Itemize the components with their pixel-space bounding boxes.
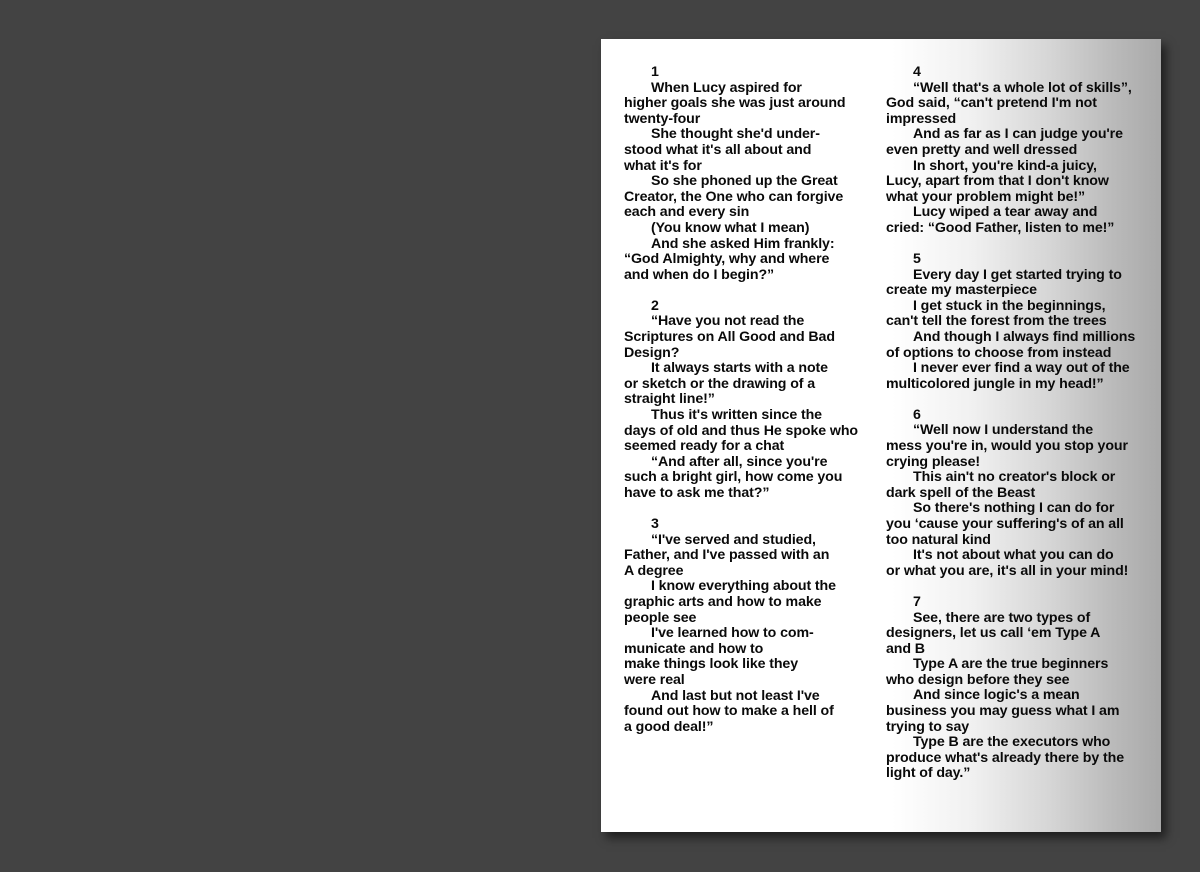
- verse-line: light of day.”: [886, 765, 971, 782]
- verse-line: business you may guess what I am: [886, 703, 1120, 720]
- stanza-1: [624, 65, 880, 283]
- verse-line: “And after all, since you're: [651, 453, 828, 470]
- verse-line: straight line!”: [624, 391, 715, 408]
- verse-line: multicolored jungle in my head!”: [886, 375, 1104, 392]
- verse-line: And though I always find millions: [913, 329, 1136, 345]
- verse-line: This ain't no creator's block or: [913, 469, 1116, 486]
- document-page: [601, 39, 1161, 832]
- verse-line: Lucy wiped a tear away and: [913, 204, 1098, 221]
- verse-line: higher goals she was just around: [624, 95, 846, 112]
- verse-line: what it's for: [624, 157, 702, 174]
- stanza-2: [624, 299, 880, 502]
- verse-line: When Lucy aspired for: [651, 79, 802, 96]
- verse-line: twenty-four: [624, 110, 701, 127]
- verse-line: and B: [886, 640, 925, 657]
- verse-line: So she phoned up the Great: [651, 173, 838, 190]
- verse-line: Creator, the One who can forgive: [624, 188, 844, 205]
- verse-line: “Have you not read the: [651, 313, 805, 330]
- verse-line: Thus it's written since the: [651, 406, 822, 423]
- verse-line: found out how to make a hell of: [624, 703, 834, 720]
- stanza-6: [886, 408, 1144, 580]
- verse-line: God said, “can't pretend I'm not: [886, 95, 1097, 112]
- verse-line: even pretty and well dressed: [886, 141, 1078, 158]
- verse-line: It always starts with a note: [651, 360, 828, 377]
- left-column: [624, 65, 880, 751]
- verse-line: Design?: [624, 344, 680, 361]
- verse-line: have to ask me that?”: [624, 484, 770, 501]
- verse-line: And as far as I can judge you're: [913, 126, 1123, 143]
- verse-line: mess you're in, would you stop your: [886, 438, 1128, 455]
- verse-line: I know everything about the: [651, 578, 836, 595]
- verse-line: create my masterpiece: [886, 282, 1037, 299]
- verse-line: Scriptures on All Good and Bad: [624, 329, 835, 345]
- verse-line: make things look like they: [624, 656, 799, 673]
- stanza-5: [886, 252, 1144, 392]
- verse-line: too natural kind: [886, 531, 991, 548]
- verse-line: crying please!: [886, 453, 981, 470]
- verse-line: municate and how to: [624, 640, 764, 657]
- verse-line: or what you are, it's all in your mind!: [886, 562, 1129, 579]
- verse-line: who design before they see: [886, 671, 1070, 688]
- verse-line: designers, let us call ‘em Type A: [886, 625, 1101, 642]
- verse-line: So there's nothing I can do for: [913, 500, 1115, 517]
- verse-line: I get stuck in the beginnings,: [913, 297, 1106, 314]
- verse-line: See, there are two types of: [913, 609, 1091, 626]
- verse-line: “God Almighty, why and where: [624, 251, 830, 268]
- verse-line: dark spell of the Beast: [886, 484, 1036, 501]
- verse-line: It's not about what you can do: [913, 547, 1114, 564]
- verse-line: what your problem might be!”: [886, 188, 1085, 205]
- verse-line: A degree: [624, 562, 684, 579]
- verse-line: I've learned how to com-: [651, 625, 814, 642]
- stanza-3: [624, 517, 880, 735]
- verse-line: trying to say: [886, 718, 970, 735]
- verse-line: I never ever find a way out of the: [913, 360, 1130, 377]
- verse-line: days of old and thus He spoke who: [624, 422, 858, 439]
- verse-line: each and every sin: [624, 204, 750, 221]
- verse-line: “I've served and studied,: [651, 531, 816, 548]
- verse-line: produce what's already there by the: [886, 749, 1124, 766]
- verse-line: can't tell the forest from the trees: [886, 313, 1107, 330]
- stanza-number: 3: [651, 516, 659, 533]
- stanza-number: 6: [913, 406, 921, 423]
- verse-line: Lucy, apart from that I don't know: [886, 173, 1109, 190]
- verse-line: such a bright girl, how come you: [624, 469, 843, 486]
- verse-line: and when do I begin?”: [624, 266, 775, 283]
- verse-line: Type A are the true beginners: [913, 656, 1109, 673]
- verse-line: of options to choose from instead: [886, 344, 1112, 361]
- right-column: [886, 65, 1144, 798]
- verse-line: seemed ready for a chat: [624, 438, 785, 455]
- verse-line: or sketch or the drawing of a: [624, 375, 816, 392]
- verse-line: And last but not least I've: [651, 687, 820, 704]
- verse-line: people see: [624, 609, 697, 626]
- verse-line: “Well now I understand the: [913, 422, 1094, 439]
- verse-line: “Well that's a whole lot of skills”,: [913, 79, 1132, 96]
- stanza-number: 5: [913, 251, 921, 268]
- verse-line: cried: “Good Father, listen to me!”: [886, 219, 1115, 236]
- verse-line: (You know what I mean): [651, 219, 810, 236]
- verse-line: Type B are the executors who: [913, 734, 1111, 751]
- verse-line: In short, you're kind-a juicy,: [913, 157, 1097, 174]
- stanza-number: 4: [913, 64, 921, 80]
- verse-line: a good deal!”: [624, 718, 714, 735]
- verse-line: She thought she'd under-: [651, 126, 820, 143]
- stanza-number: 1: [651, 64, 659, 80]
- verse-line: were real: [624, 671, 685, 688]
- verse-line: Father, and I've passed with an: [624, 547, 830, 564]
- verse-line: And since logic's a mean: [913, 687, 1080, 704]
- stanza-number: 7: [913, 593, 921, 610]
- stanza-7: [886, 595, 1144, 782]
- stanza-4: [886, 65, 1144, 237]
- verse-line: you ‘cause your suffering's of an all: [886, 516, 1124, 533]
- verse-line: graphic arts and how to make: [624, 594, 822, 610]
- verse-line: Every day I get started trying to: [913, 266, 1122, 283]
- verse-line: impressed: [886, 110, 957, 127]
- stanza-number: 2: [651, 297, 659, 314]
- verse-line: And she asked Him frankly:: [651, 235, 835, 252]
- verse-line: stood what it's all about and: [624, 141, 812, 158]
